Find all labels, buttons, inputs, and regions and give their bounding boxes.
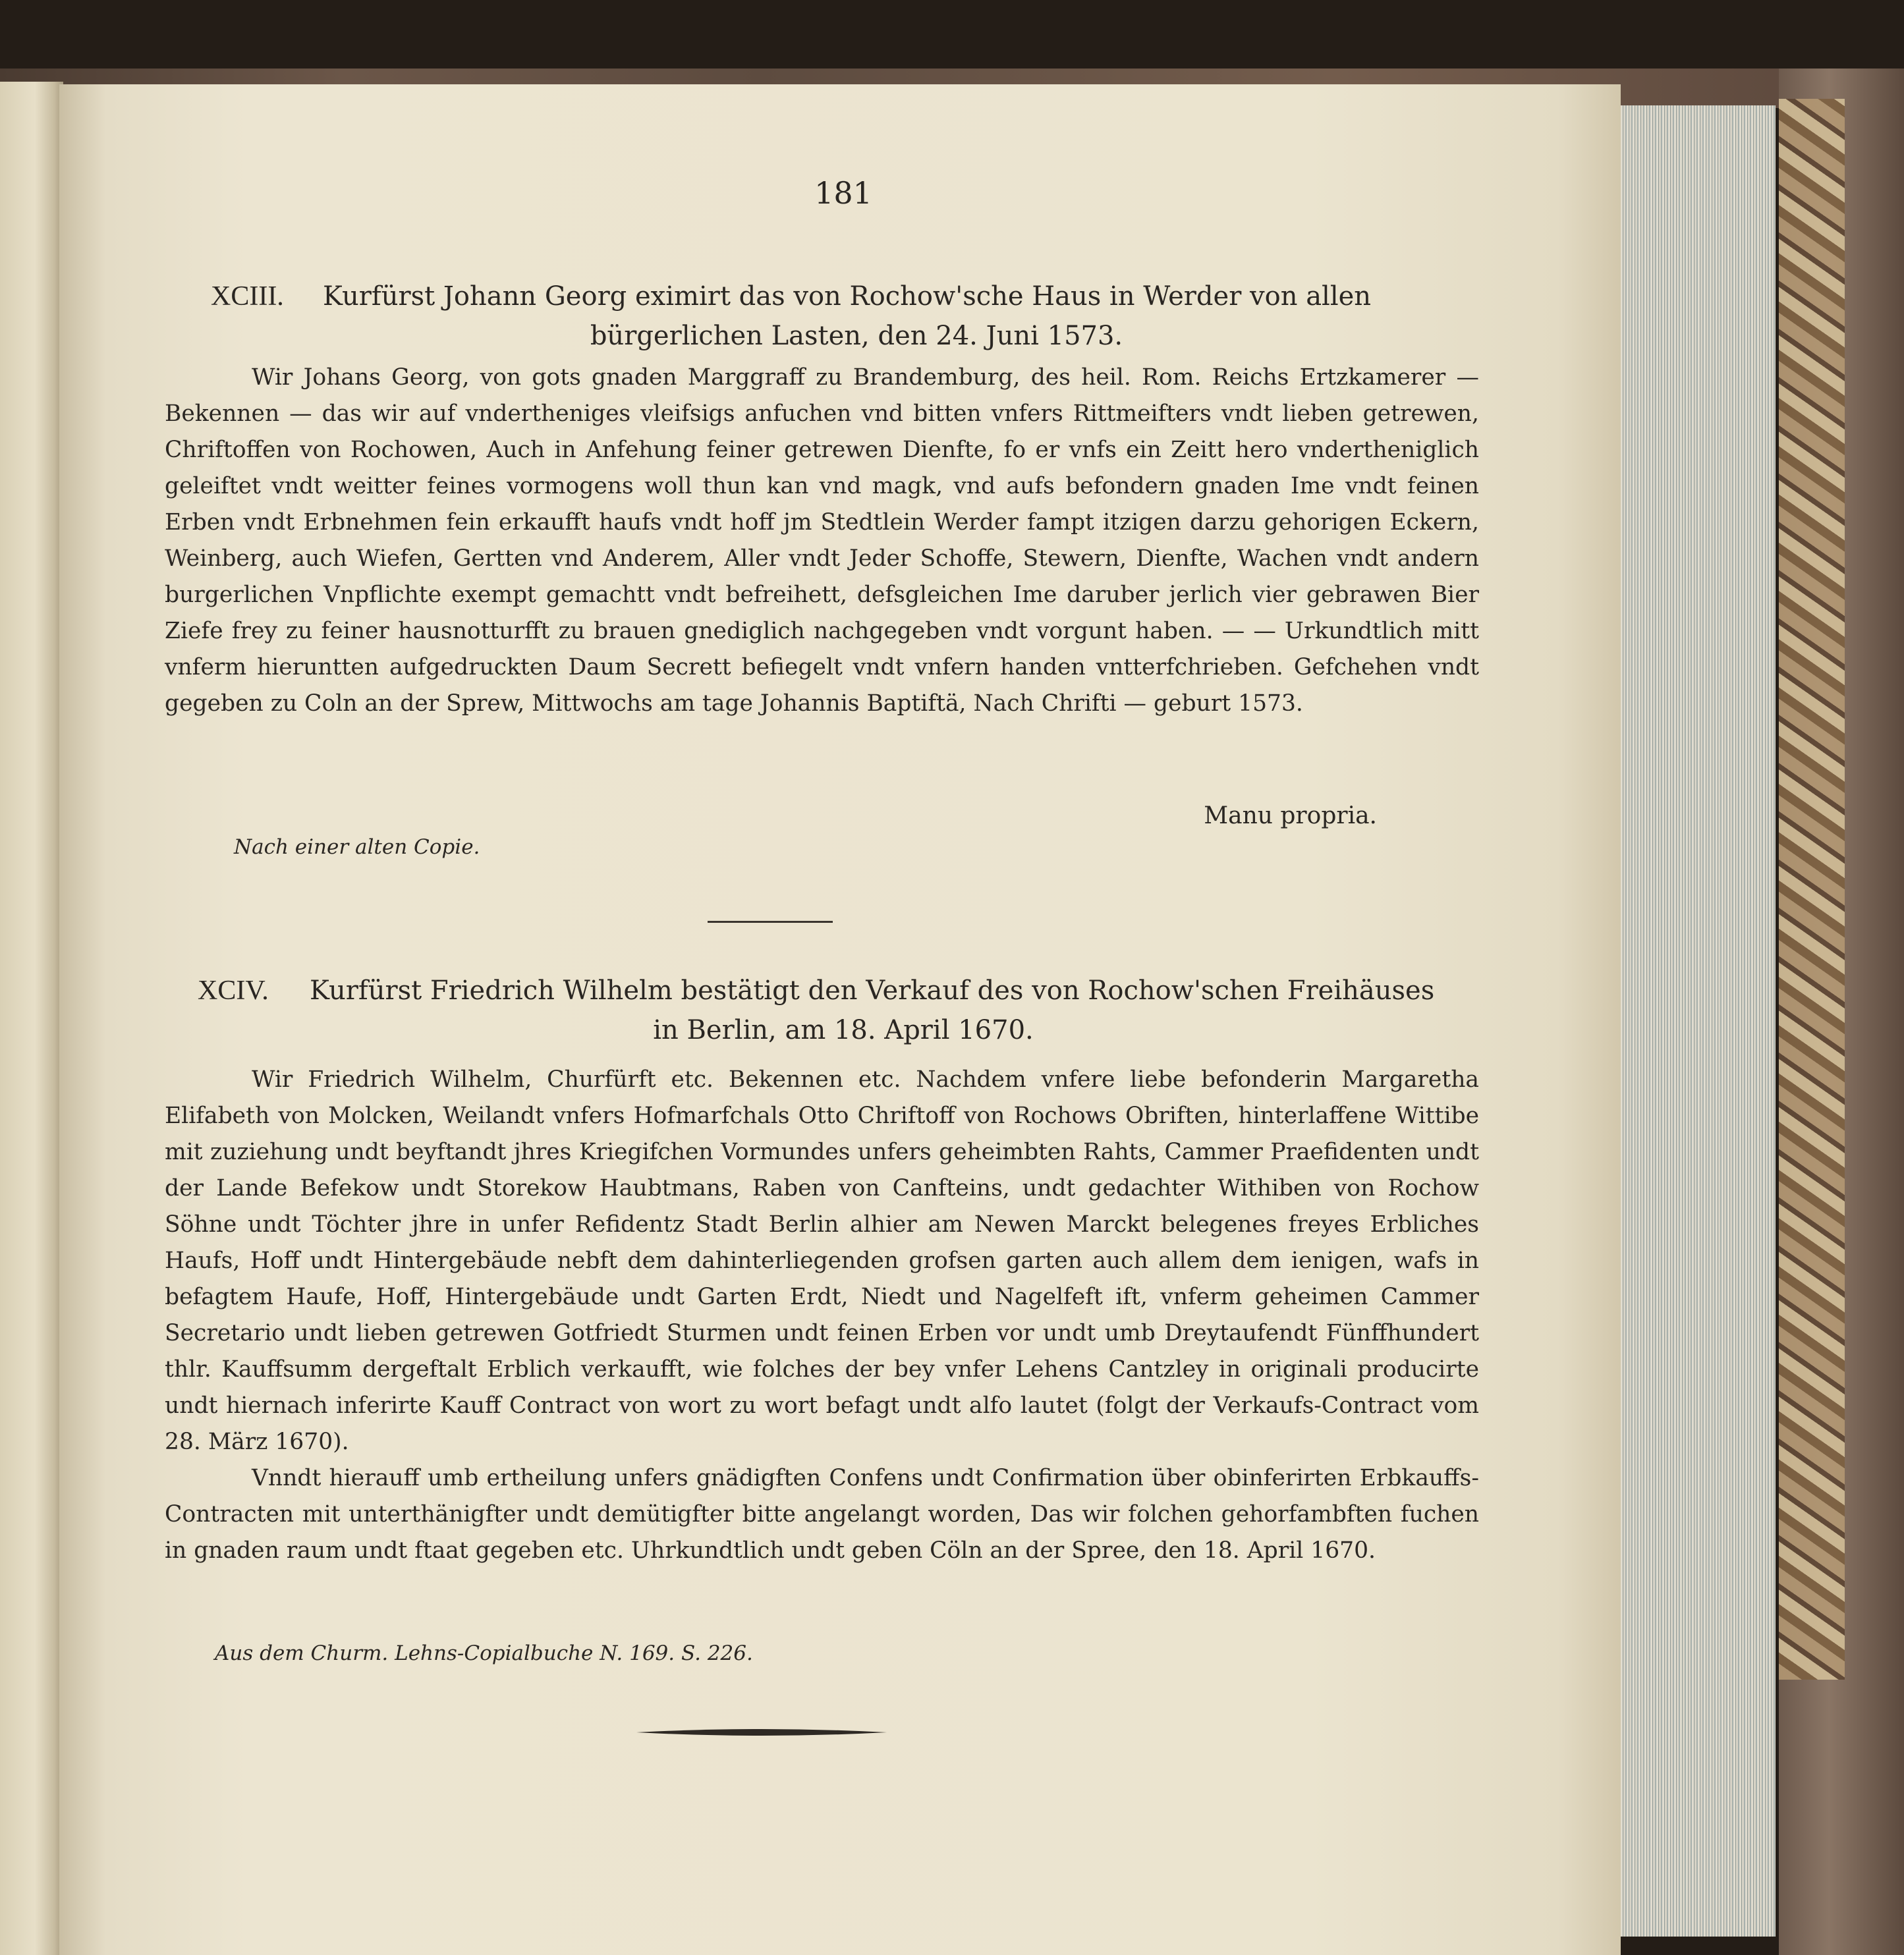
section-title-line2: bürgerlichen Lasten, den 24. Juni 1573.	[590, 321, 1123, 351]
section-title-line1: Kurfürst Friedrich Wilhelm bestätigt den Verkauf des von Rochow'schen Freihäuses	[310, 976, 1435, 1006]
book-page	[59, 84, 1621, 1955]
section-number: XCIV.	[198, 976, 269, 1006]
section-body-xciii	[165, 360, 1479, 722]
source-note-xciii: Nach einer alten Copie.	[234, 835, 480, 859]
facing-page-edge	[0, 82, 63, 1955]
source-note-xciv: Aus dem Churm. Lehns-Copialbuche N. 169. S. 226.	[215, 1641, 753, 1665]
section-number: XCIII.	[211, 281, 284, 312]
section-heading-xciii	[211, 277, 1463, 356]
page-number: 181	[814, 175, 872, 211]
section-divider	[708, 921, 833, 923]
section-title-line2: in Berlin, am 18. April 1670.	[653, 1015, 1034, 1045]
paragraph: Wir Friedrich Wilhelm, Churfürft etc. Bekennen etc. Nachdem vnfere liebe befonderin Margaretha Elifabeth von Molcken, Weilandt vnfers Hofmarfchals Otto Chriftoff von Rochows Obriften, hinterlaffene Wittibe mit zuziehung undt beyftandt jhres Kriegifchen Vormundes unfers geheimbten Rahts, Cammer Praefidenten undt der Lande Befekow undt Storekow Haubtmans, Raben von Canfteins, undt gedachter Withiben von Rochow Söhne undt Töchter jhre in unfer Refidentz Stadt Berlin alhier am Newen Marckt belegenes freyes Erbliches Haufs, Hoff undt Hintergebäude nebft dem dahinterliegenden grofsen garten auch allem dem ienigen, wafs in befagtem Haufe, Hoff, Hintergebäude undt Garten Erdt, Niedt und Nagelfeft ift, vnferm geheimen Cammer Secretario undt lieben getrewen Gotfriedt Sturmen undt feinen Erben vor undt umb Dreytaufendt Fünffhundert thlr. Kauffsumm dergeftalt Erblich verkaufft, wie folches der bey vnfer Lehens Cantzley in originali producirte undt hiernach inferirte Kauff Contract von wort zu wort befagt undt alfo lautet (folgt der Verkaufs-Contract vom 28. März 1670).	[165, 1066, 1479, 1455]
marbled-endpaper	[1779, 99, 1845, 1680]
paragraph: Vnndt hierauff umb ertheilung unfers gnädigften Confens undt Confirmation über obinferirten Erbkauffs-Contracten mit unterthänigfter undt demütigfter bitte angelangt worden, Das wir folchen gehorfambften fuchen in gnaden raum undt ftaat gegeben etc. Uhrkundtlich undt geben Cöln an der Spree, den 18. April 1670.	[165, 1465, 1479, 1564]
paragraph: Wir Johans Georg, von gots gnaden Marggraff zu Brandemburg, des heil. Rom. Reichs Ertzkamerer — Bekennen — das wir auf vndertheniges vleifsigs anfuchen vnd bitten vnfers Rittmeifters vndt lieben getrewen, Chriftoffen von Rochowen, Auch in Anfehung feiner getrewen Dienfte, fo er vnfs ein Zeitt hero vndertheniglich geleiftet vndt weitter feines vormogens woll thun kan vnd magk, vnd aufs befondern gnaden Ime vndt feinen Erben vndt Erbnehmen fein erkaufft haufs vndt hoff jm Stedtlein Werder fampt itzigen darzu gehorigen Eckern, Weinberg, auch Wiefen, Gertten vnd Anderem, Aller vndt Jeder Schoffe, Stewern, Dienfte, Wachen vndt andern burgerlichen Vnpflichte exempt gemachtt vndt befreihett, defsgleichen Ime daruber jerlich vier gebrawen Bier Ziefe frey zu feiner hausnotturfft zu brauen gnediglich nachgegeben vndt vorgunt haben. — — Urkundtlich mitt vnferm hieruntten aufgedruckten Daum Secrett befiegelt vndt vnfern handen vntterfchrieben. Gefchehen vndt gegeben zu Coln an der Sprew, Mittwochs am tage Johannis Baptiftä, Nach Chrifti — geburt 1573.	[165, 364, 1479, 717]
signature-line: Manu propria.	[1204, 802, 1377, 829]
section-body-xciv	[165, 1062, 1479, 1569]
end-ornament	[636, 1724, 887, 1740]
section-heading-xciv	[198, 971, 1449, 1050]
section-title-line1: Kurfürst Johann Georg eximirt das von Rochow'sche Haus in Werder von allen	[323, 281, 1372, 312]
page-edges	[1617, 105, 1776, 1937]
